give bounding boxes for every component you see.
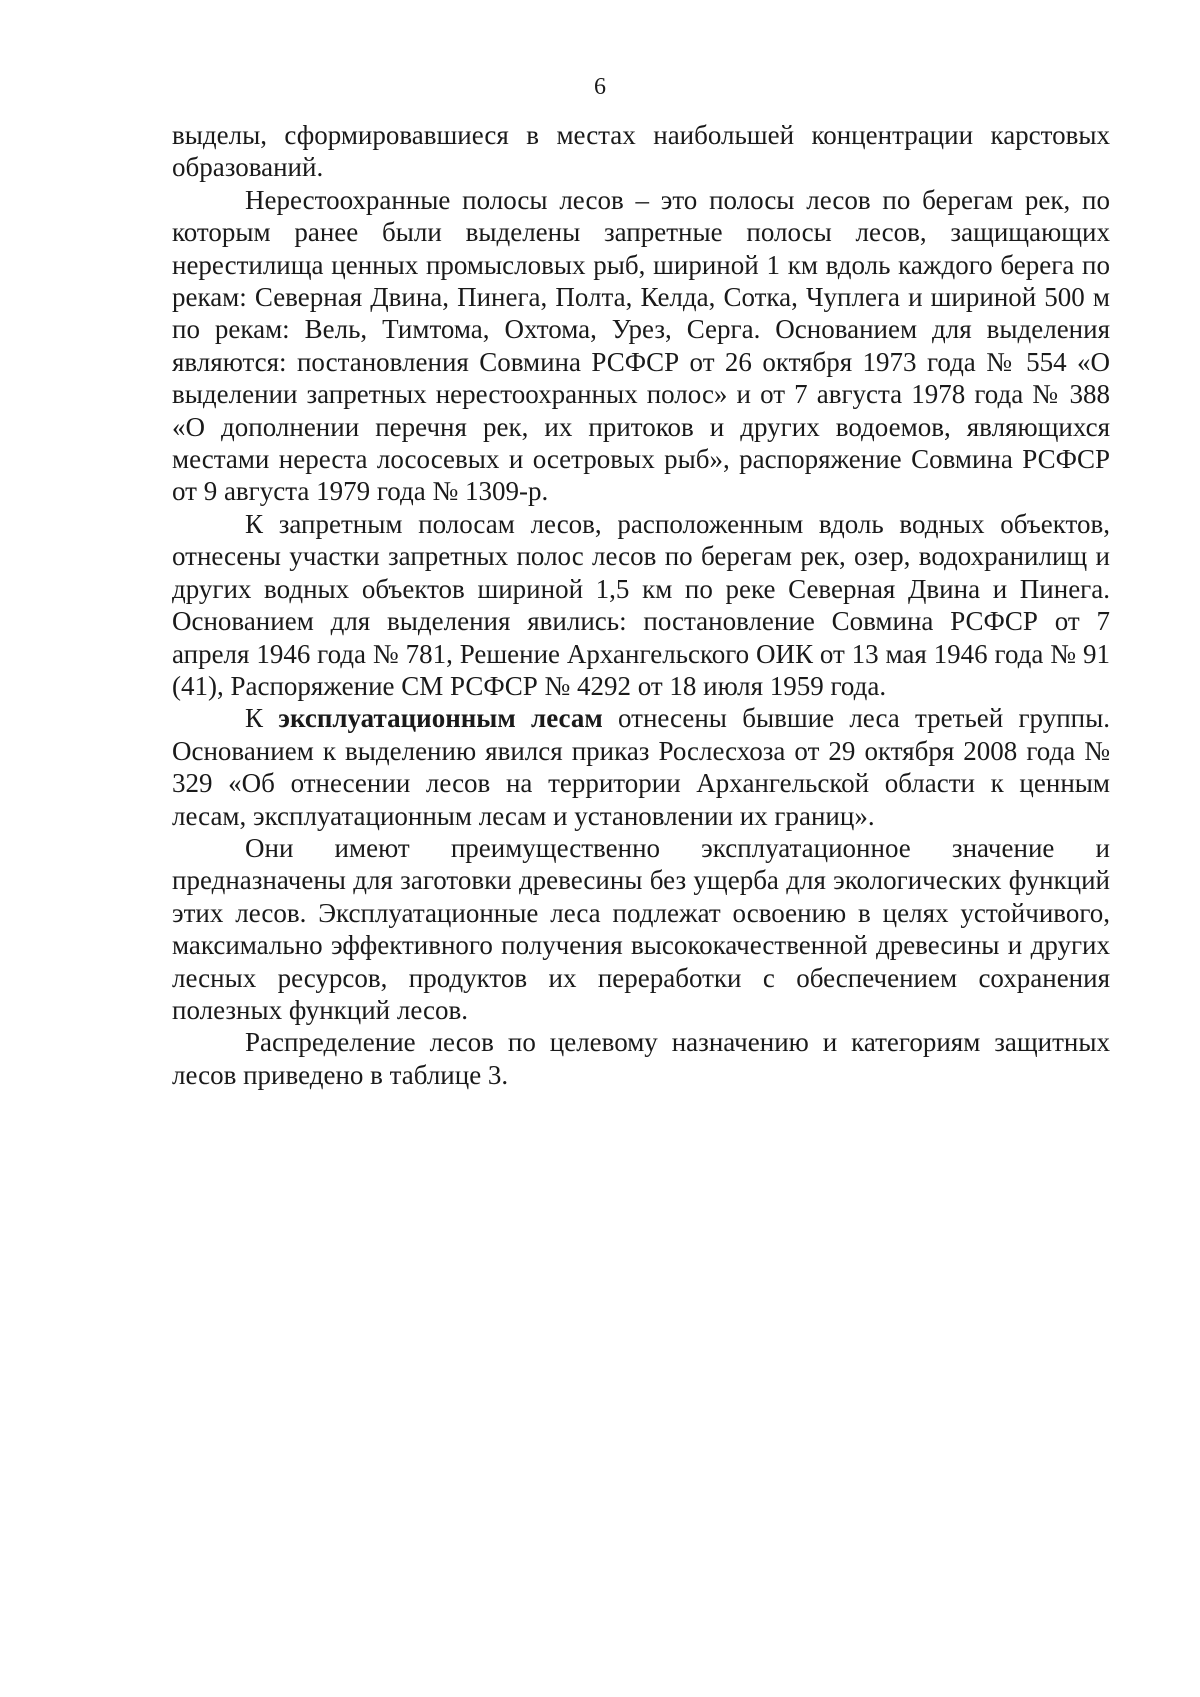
paragraph-continuation: выделы, сформировавшиеся в местах наибольшей концентрации карстовых образований. xyxy=(172,120,1110,183)
paragraph-table-reference: Распределение лесов по целевому назначению и категориям защитных лесов приведено в таблице 3. xyxy=(172,1027,1110,1090)
paragraph-spawning-protection-strips: Нерестоохранные полосы лесов – это полосы лесов по берегам рек, по которым ранее были выделены запретные полосы лесов, защищающих нерестилища ценных промысловых рыб, шириной 1 км вдоль каждого берега по рекам: Северная Двина, Пинега, Полта, Келда, Сотка, Чуплега и шириной 500 м по рекам: Вель, Тимтома, Охтома, Урез, Серга. Основанием для выделения являются: постановления Совмина РСФСР от 26 октября 1973 года № 554 «О выделении запретных нерестоохранных полос» и от 7 августа 1978 года № 388 «О дополнении перечня рек, их притоков и других водоемов, являющихся местами нереста лососевых и осетровых рыб», распоряжение Совмина РСФСР от 9 августа 1979 года № 1309-р. xyxy=(172,184,1110,507)
paragraph-prohibited-strips: К запретным полосам лесов, расположенным вдоль водных объектов, отнесены участки запретных полос лесов по берегам рек, озер, водохранилищ и других водных объектов шириной 1,5 км по реке Северная Двина и Пинега. Основанием для выделения явились: постановление Совмина РСФСР от 7 апреля 1946 года № 781, Решение Архангельского ОИК от 13 мая 1946 года № 91 (41), Распоряжение СМ РСФСР № 4292 от 18 июля 1959 года. xyxy=(172,508,1110,701)
paragraph-exploitation-purpose: Они имеют преимущественно эксплуатационное значение и предназначены для заготовки древесины без ущерба для экологических функций этих лесов. Эксплуатационные леса подлежат освоению в целях устойчивого, максимально эффективного получения высококачественной древесины и других лесных ресурсов, продуктов их переработки с обеспечением сохранения полезных функций лесов. xyxy=(172,832,1110,1025)
bold-term: эксплуатационным лесам xyxy=(278,703,603,734)
paragraph-suffix: отнесены бывшие леса третьей группы. Основанием к выделению явился приказ Рослесхоза от 29 октября 2008 года № 329 «Об отнесении лесов на территории Архангельской области к ценным лесам, эксплуатационным лесам и установлении их границ». xyxy=(172,703,1110,831)
paragraph-exploitation-forests xyxy=(172,702,1110,832)
page-number: 6 xyxy=(594,74,606,100)
body-text xyxy=(172,119,1110,1091)
paragraph-prefix: К xyxy=(245,703,279,734)
